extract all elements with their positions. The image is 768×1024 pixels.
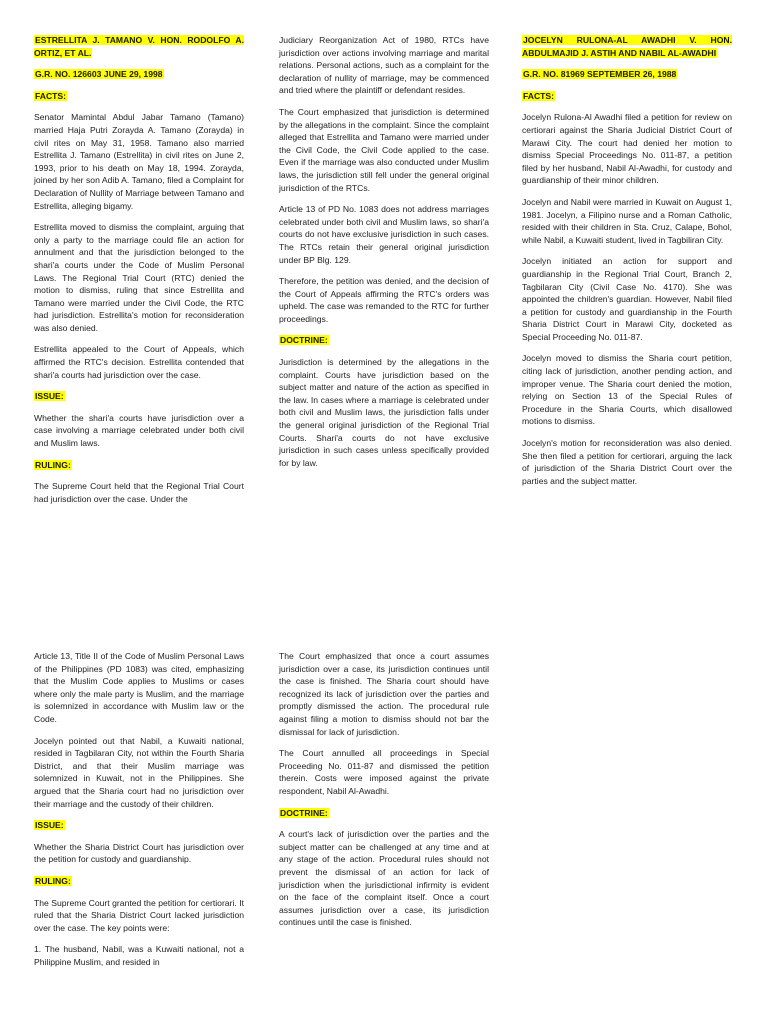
doctrine-paragraph: A court's lack of jurisdiction over the parties and the subject matter can be challenged at any time and at any stage of the action. Procedural rules should not prevent the dismissal of an action for lack of jurisdiction when the jurisdictional infirmity is evident on the face of the complaint itself. Once a court assumes jurisdiction over a case, its jurisdiction continues until the case is finished.	[279, 829, 489, 928]
doctrine-heading: DOCTRINE:	[280, 807, 328, 818]
facts-paragraph-2: Jocelyn and Nabil were married in Kuwait on August 1, 1981. Jocelyn, a Filipino nurse and a Roman Catholic, resided with their children in Sta. Cruz, Calape, Bohol, while Nabil, a Kuwaiti student, lived in Tagbiliran City.	[522, 196, 732, 245]
facts-paragraph-7: Jocelyn pointed out that Nabil, a Kuwaiti national, resided in Tagbilaran City, not within the Fourth Sharia District, and that their Muslim marriage was solemnized in Kuwait, not in the Philippines. She argued that the Sharia court had no jurisdiction over their marriage and the custody of their children.	[34, 735, 244, 809]
ruling-paragraph-3: The Court annulled all proceedings in Special Proceeding No. 011-87 and dismissed the petition therein. Costs were imposed against the private respondent, Nabil Al-Awadhi.	[279, 748, 489, 796]
issue-paragraph: Whether the Sharia District Court has jurisdiction over the petition for custody and guardianship.	[34, 841, 244, 865]
ruling-paragraph: The Supreme Court granted the petition for certiorari. It ruled that the Sharia District Court lacked jurisdiction over the case. The key points were:	[34, 897, 244, 933]
top-column-2	[279, 34, 489, 478]
top-column-1	[34, 34, 244, 514]
issue-paragraph: Whether the shari'a courts have jurisdiction over a case involving a marriage celebrated under both civil and Muslim laws.	[34, 412, 244, 449]
gr-number-al-awadhi: G.R. NO. 81969 SEPTEMBER 26, 1988	[523, 69, 677, 80]
facts-paragraph-2: Estrellita moved to dismiss the complaint, arguing that only a party to the marriage could file an action for annulment and that the jurisdiction belonged to the shari'a courts under the Code of Muslim Personal Laws. The Regional Trial Court (RTC) denied the motion to dismiss, ruling that since Estrellita and Tamano were married under the Civil Code, the RTC had jurisdiction. Estrellita's motion for reconsideration was also denied.	[34, 222, 244, 333]
facts-heading: FACTS:	[523, 90, 555, 101]
facts-paragraph-1: Senator Mamintal Abdul Jabar Tamano (Tamano) married Haja Putri Zorayda A. Tamano (Zorayda) in civil rites on May 31, 1958. Tamano also married Estrellita J. Tamano (Estrellita) in civil rites on June 2, 1993, prior to his death on May 18, 1994. Zorayda, joined by her son Adib A. Tamano, filed a Complaint for Declaration of Nullity of Marriage between Tamano and Estrellita, alleging bigamy.	[34, 112, 244, 211]
ruling-paragraph-continued: Judiciary Reorganization Act of 1980, RTCs have jurisdiction over actions involving marriage and marital relations. Personal actions, such as a complaint for the declaration of nullity of marriage, may be commenced and tried where the plaintiff or defendant resides.	[279, 35, 489, 96]
top-column-3	[522, 34, 732, 496]
facts-paragraph-3: Jocelyn initiated an action for support and guardianship in the Regional Trial Court, Branch 2, Tagbilaran City (Civil Case No. 4170). She was appointed the children's guardian. However, Nabil filed a petition for custody and guardianship in the Fourth Sharia District Court in Marawi City, docketed as Special Proceeding No. 011-87.	[522, 256, 732, 342]
bottom-column-1	[34, 650, 244, 977]
ruling-paragraph-4: Therefore, the petition was denied, and the decision of the Court of Appeals affirming the RTC's orders was upheld. The case was remanded to the RTC for further proceedings.	[279, 276, 489, 324]
facts-paragraph-5: Jocelyn's motion for reconsideration was also denied. She then filed a petition for certiorari, arguing the lack of jurisdiction of the Sharia District Court over the parties and the subject matter.	[522, 438, 732, 486]
ruling-paragraph: The Supreme Court held that the Regional Trial Court had jurisdiction over the case. Under the	[34, 481, 244, 504]
doctrine-paragraph: Jurisdiction is determined by the allegations in the complaint. Courts have jurisdiction based on the subject matter and nature of the action as specified in the law. In cases where a marriage is celebrated under both civil and Muslim laws, the jurisdiction falls under the general original jurisdiction of the Regional Trial Courts. Shari'a courts do not have exclusive jurisdiction in such cases unless specifically provided for by law.	[279, 357, 489, 468]
ruling-list-item-1: 1. The husband, Nabil, was a Kuwaiti national, not a Philippine Muslim, and resided in	[34, 944, 244, 967]
ruling-paragraph-3: Article 13 of PD No. 1083 does not address marriages celebrated under both civil and Muslim laws, so shari'a courts do not have exclusive jurisdiction in such cases. The RTCs retain their general original jurisdiction under BP Blg. 129.	[279, 204, 489, 265]
facts-paragraph-3: Estrellita appealed to the Court of Appeals, which affirmed the RTC's decision. Estrellita contended that shari'a courts had jurisdiction over the case.	[34, 344, 244, 380]
case-title-al-awadhi: JOCELYN RULONA-AL AWADHI V. HON. ABDULMAJID J. ASTIH AND NABIL AL-AWADHI	[522, 35, 732, 58]
facts-heading: FACTS:	[35, 90, 67, 101]
bottom-column-2	[279, 650, 489, 938]
issue-heading: ISSUE:	[35, 820, 64, 831]
ruling-paragraph-2: The Court emphasized that once a court assumes jurisdiction over a case, its jurisdiction continues until the case is finished. The Sharia court should have recognized its lack of jurisdiction over the parties and promptly dismissed the action. The procedural rule against filing a motion to dismiss should not bar the dismissal for lack of jurisdiction.	[279, 651, 489, 737]
facts-paragraph-6: Article 13, Title II of the Code of Muslim Personal Laws of the Philippines (PD 1083) was cited, emphasizing that the Muslim Code applies to Muslims or cases where only the male party is Muslim, and the marriage is solemnized in accordance with Muslim law or the Code.	[34, 651, 244, 724]
facts-paragraph-1: Jocelyn Rulona-Al Awadhi filed a petition for review on certiorari against the Sharia Judicial District Court of Marawi City. The court had denied her motion to dismiss Special Proceedings No. 011-87, a petition filed by her husband, Nabil Al-Awadhi, for custody and guardianship of their minor children.	[522, 112, 732, 186]
case-title-tamano: ESTRELLITA J. TAMANO V. HON. RODOLFO A. ORTIZ, ET AL.	[34, 35, 244, 58]
issue-heading: ISSUE:	[35, 391, 64, 402]
doctrine-heading: DOCTRINE:	[280, 335, 328, 346]
ruling-heading: RULING:	[35, 459, 71, 470]
ruling-heading: RULING:	[35, 875, 71, 886]
ruling-paragraph-2: The Court emphasized that jurisdiction is determined by the allegations in the complaint. Since the complaint alleged that Estrellita and Tamano were married under the Civil Code, the Civil Code applied to the case. Even if the marriage was also conducted under Muslim laws, the jurisdiction still fell under the general original jurisdiction of the RTCs.	[279, 106, 489, 193]
facts-paragraph-4: Jocelyn moved to dismiss the Sharia court petition, citing lack of jurisdiction, another pending action, and improper venue. The Sharia court denied the motion, relying on Section 13 of the Special Rules of Procedure in the Sharia Courts, which disallowed motions to dismiss.	[522, 353, 732, 427]
gr-number-tamano: G.R. NO. 126603 JUNE 29, 1998	[35, 69, 163, 80]
